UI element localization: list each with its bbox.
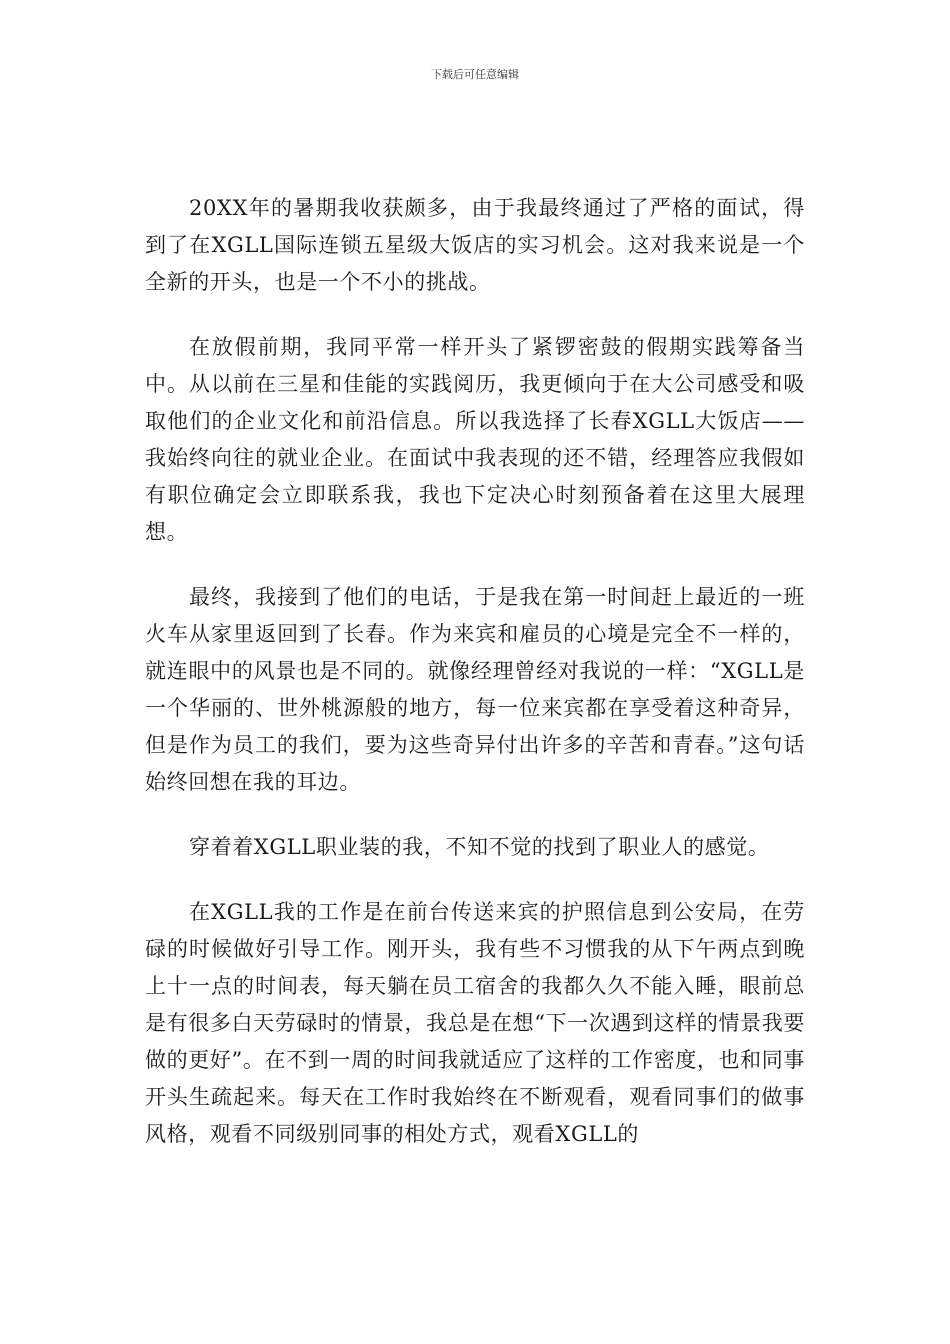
paragraph-5: 在XGLL我的工作是在前台传送来宾的护照信息到公安局，在劳碌的时候做好引导工作。刚开头，我有些不习惯我的从下午两点到晚上十一点的时间表，每天躺在员工宿舍的我都久久不能入睡，眼前总是有很多白天劳碌时的情景，我总是在想“下一次遇到这样的情景我要做的更好”。在不到一周的时间我就适应了这样的工作密度，也和同事开头生疏起来。每天在工作时我始终在不断观看，观看同事们的做事风格，观看不同级别同事的相处方式，观看XGLL的 — [145, 900, 805, 1146]
paragraph-1: 20XX年的暑期我收获颇多，由于我最终通过了严格的面试，得到了在XGLL国际连锁五星级大饭店的实习机会。这对我来说是一个全新的开头，也是一个不小的挑战。 — [145, 196, 805, 294]
page-header: 下载后可任意编辑 — [431, 68, 519, 81]
document-body — [145, 190, 805, 1181]
paragraph-4: 穿着着XGLL职业装的我，不知不觉的找到了职业人的感觉。 — [189, 835, 770, 859]
paragraph-2: 在放假前期，我同平常一样开头了紧锣密鼓的假期实践筹备当中。从以前在三星和佳能的实践阅历，我更倾向于在大公司感受和吸取他们的企业文化和前沿信息。所以我选择了长春XGLL大饭店——我始终向往的就业企业。在面试中我表现的还不错，经理答应我假如有职位确定会立即联系我，我也下定决心时刻预备着在这里大展理想。 — [145, 335, 805, 544]
paragraph-3: 最终，我接到了他们的电话，于是我在第一时间赶上最近的一班火车从家里返回到了长春。作为来宾和雇员的心境是完全不一样的，就连眼中的风景也是不同的。就像经理曾经对我说的一样：“XGLL是一个华丽的、世外桃源般的地方，每一位来宾都在享受着这种奇异，但是作为员工的我们，要为这些奇异付出许多的辛苦和青春。”这句话始终回想在我的耳边。 — [145, 585, 805, 794]
